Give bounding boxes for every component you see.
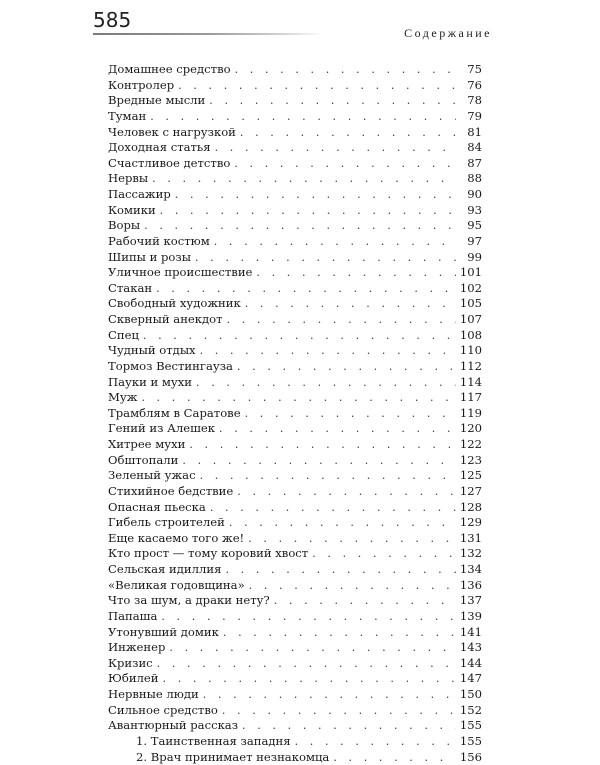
toc-entry — [108, 718, 482, 734]
toc-entry-page: 156 — [460, 750, 482, 765]
toc-dot-leader — [237, 484, 456, 500]
toc-entry-title: Гений из Алешек — [108, 421, 215, 437]
toc-entry-page: 99 — [460, 250, 482, 266]
toc-entry — [108, 203, 482, 219]
toc-entry-page: 114 — [460, 375, 482, 391]
toc-entry-title: Еще касаемо того же! — [108, 531, 244, 547]
toc-entry-title: Туман — [108, 109, 146, 125]
toc-entry-title: Муж — [108, 390, 137, 406]
toc-dot-leader — [169, 640, 455, 656]
toc-entry-title: Стакан — [108, 281, 152, 297]
toc-dot-leader — [333, 750, 456, 765]
toc-entry-page: 122 — [460, 437, 482, 453]
toc-dot-leader — [189, 437, 456, 453]
toc-entry-page: 143 — [460, 640, 482, 656]
toc-dot-leader — [141, 390, 456, 406]
toc-dot-leader — [215, 140, 456, 156]
toc-entry — [108, 328, 482, 344]
toc-entry-page: 155 — [460, 734, 482, 750]
toc-entry-page: 123 — [460, 453, 482, 469]
toc-entry-page: 75 — [460, 62, 482, 78]
toc-entry-page: 112 — [460, 359, 482, 375]
toc-entry — [108, 296, 482, 312]
toc-dot-leader — [209, 93, 456, 109]
toc-entry-title: «Великая годовщина» — [108, 578, 245, 594]
toc-entry-page: 120 — [460, 421, 482, 437]
toc-entry — [108, 500, 482, 516]
toc-dot-leader — [182, 453, 455, 469]
toc-dot-leader — [203, 687, 456, 703]
toc-dot-leader — [222, 703, 456, 719]
toc-entry — [108, 515, 482, 531]
toc-entry-title: Спец — [108, 328, 139, 344]
toc-entry — [108, 312, 482, 328]
toc-entry-page: 136 — [460, 578, 482, 594]
toc-entry-page: 128 — [460, 500, 482, 516]
toc-dot-leader — [274, 593, 456, 609]
toc-entry — [108, 437, 482, 453]
toc-entry-page: 79 — [460, 109, 482, 125]
toc-entry-title: Чудный отдых — [108, 343, 196, 359]
toc-entry-title: Обштопали — [108, 453, 178, 469]
toc-entry-title: Утонувший домик — [108, 625, 219, 641]
toc-entry — [108, 125, 482, 141]
toc-entry-title: Зеленый ужас — [108, 468, 196, 484]
toc-entry-title: 1. Таинственная западня — [108, 734, 291, 750]
toc-dot-leader — [223, 625, 456, 641]
toc-entry-title: Что за шум, а драки нету? — [108, 593, 270, 609]
toc-entry — [108, 468, 482, 484]
toc-dot-leader — [245, 406, 456, 422]
toc-dot-leader — [256, 265, 455, 281]
toc-entry-page: 141 — [460, 625, 482, 641]
toc-entry-title: 2. Врач принимает незнакомца — [108, 750, 329, 765]
toc-entry — [108, 218, 482, 234]
toc-entry-title: Скверный анекдот — [108, 312, 223, 328]
toc-dot-leader — [227, 312, 456, 328]
toc-entry — [108, 546, 482, 562]
toc-dot-leader — [195, 250, 456, 266]
toc-dot-leader — [160, 203, 456, 219]
toc-entry-page: 102 — [460, 281, 482, 297]
toc-entry-title: Домашнее средство — [108, 62, 231, 78]
toc-entry-title: Шипы и розы — [108, 250, 191, 266]
toc-entry — [108, 281, 482, 297]
toc-dot-leader — [144, 218, 456, 234]
toc-entry-page: 84 — [460, 140, 482, 156]
toc-entry-title: Кто прост — тому коровий хвост — [108, 546, 308, 562]
toc-entry-title: Хитрее мухи — [108, 437, 185, 453]
toc-entry — [108, 609, 482, 625]
toc-entry — [108, 156, 482, 172]
toc-dot-leader — [248, 531, 456, 547]
toc-entry — [108, 406, 482, 422]
toc-dot-leader — [245, 296, 456, 312]
toc-dot-leader — [225, 562, 455, 578]
toc-entry-page: 108 — [460, 328, 482, 344]
toc-entry-page: 105 — [460, 296, 482, 312]
toc-entry-title: Контролер — [108, 78, 174, 94]
toc-entry-title: Доходная статья — [108, 140, 211, 156]
toc-entry-title: Комики — [108, 203, 156, 219]
toc-dot-leader — [214, 234, 456, 250]
toc-entry — [108, 484, 482, 500]
toc-entry-page: 139 — [460, 609, 482, 625]
toc-dot-leader — [312, 546, 456, 562]
toc-entry-page: 101 — [460, 265, 482, 281]
toc-dot-leader — [237, 359, 456, 375]
toc-dot-leader — [157, 656, 456, 672]
toc-dot-leader — [156, 281, 456, 297]
toc-entry-page: 97 — [460, 234, 482, 250]
toc-entry-title: Тормоз Вестингауза — [108, 359, 233, 375]
table-of-contents — [108, 62, 482, 765]
toc-entry-page: 127 — [460, 484, 482, 500]
toc-entry-title: Счастливое детство — [108, 156, 230, 172]
toc-entry-page: 76 — [460, 78, 482, 94]
toc-dot-leader — [234, 156, 456, 172]
toc-entry-title: Сильное средство — [108, 703, 218, 719]
toc-dot-leader — [178, 78, 456, 94]
toc-entry-title: Инженер — [108, 640, 165, 656]
toc-entry — [108, 140, 482, 156]
toc-entry-title: Юбилей — [108, 671, 159, 687]
toc-entry — [108, 375, 482, 391]
toc-entry — [108, 343, 482, 359]
toc-subentry — [108, 750, 482, 765]
toc-entry-page: 117 — [460, 390, 482, 406]
toc-entry-page: 144 — [460, 656, 482, 672]
toc-entry-title: Пауки и мухи — [108, 375, 192, 391]
toc-entry — [108, 187, 482, 203]
toc-entry — [108, 640, 482, 656]
toc-entry-page: 132 — [460, 546, 482, 562]
toc-entry — [108, 78, 482, 94]
toc-entry-page: 131 — [460, 531, 482, 547]
toc-entry-page: 107 — [460, 312, 482, 328]
toc-entry — [108, 625, 482, 641]
toc-dot-leader — [240, 125, 456, 141]
toc-entry — [108, 703, 482, 719]
toc-entry — [108, 390, 482, 406]
toc-entry — [108, 171, 482, 187]
toc-entry — [108, 453, 482, 469]
toc-entry-title: Рабочий костюм — [108, 234, 210, 250]
toc-entry-page: 87 — [460, 156, 482, 172]
toc-entry-page: 147 — [460, 671, 482, 687]
toc-entry-title: Стихийное бедствие — [108, 484, 233, 500]
toc-entry-title: Гибель строителей — [108, 515, 225, 531]
toc-dot-leader — [200, 343, 456, 359]
toc-entry — [108, 593, 482, 609]
toc-entry-page: 129 — [460, 515, 482, 531]
toc-entry-title: Сельская идиллия — [108, 562, 221, 578]
toc-dot-leader — [161, 609, 456, 625]
toc-entry-page: 137 — [460, 593, 482, 609]
toc-entry-title: Воры — [108, 218, 140, 234]
toc-dot-leader — [210, 500, 456, 516]
toc-entry — [108, 562, 482, 578]
toc-entry-page: 155 — [460, 718, 482, 734]
toc-entry — [108, 250, 482, 266]
toc-dot-leader — [242, 718, 456, 734]
toc-entry-page: 152 — [460, 703, 482, 719]
toc-entry-page: 95 — [460, 218, 482, 234]
toc-entry-title: Авантюрный рассказ — [108, 718, 238, 734]
toc-entry-title: Вредные мысли — [108, 93, 205, 109]
toc-entry-page: 78 — [460, 93, 482, 109]
toc-entry-title: Пассажир — [108, 187, 171, 203]
toc-dot-leader — [200, 468, 456, 484]
toc-entry — [108, 265, 482, 281]
toc-entry-title: Человек с нагрузкой — [108, 125, 236, 141]
running-title: Содержание — [404, 26, 492, 41]
toc-entry — [108, 671, 482, 687]
toc-entry — [108, 62, 482, 78]
toc-dot-leader — [175, 187, 456, 203]
toc-entry — [108, 93, 482, 109]
toc-dot-leader — [235, 62, 456, 78]
toc-entry-title: Папаша — [108, 609, 157, 625]
toc-entry-page: 81 — [460, 125, 482, 141]
toc-dot-leader — [295, 734, 456, 750]
toc-entry — [108, 656, 482, 672]
toc-entry — [108, 531, 482, 547]
toc-entry-page: 150 — [460, 687, 482, 703]
toc-entry — [108, 234, 482, 250]
toc-dot-leader — [163, 671, 456, 687]
toc-entry — [108, 421, 482, 437]
toc-entry-title: Трамблям в Саратове — [108, 406, 241, 422]
toc-entry-page: 125 — [460, 468, 482, 484]
toc-entry-title: Свободный художник — [108, 296, 241, 312]
toc-entry-page: 119 — [460, 406, 482, 422]
toc-entry-title: Уличное происшествие — [108, 265, 252, 281]
toc-entry-page: 90 — [460, 187, 482, 203]
page-number: 585 — [93, 8, 131, 32]
toc-entry — [108, 109, 482, 125]
toc-entry-title: Нервные люди — [108, 687, 199, 703]
toc-dot-leader — [196, 375, 456, 391]
toc-entry-page: 88 — [460, 171, 482, 187]
toc-dot-leader — [150, 109, 456, 125]
toc-dot-leader — [143, 328, 456, 344]
toc-subentry — [108, 734, 482, 750]
toc-entry-page: 134 — [460, 562, 482, 578]
toc-entry-title: Опасная пьеска — [108, 500, 206, 516]
toc-dot-leader — [152, 171, 456, 187]
toc-dot-leader — [229, 515, 456, 531]
toc-dot-leader — [219, 421, 456, 437]
toc-entry — [108, 359, 482, 375]
header-rule — [93, 33, 323, 35]
toc-entry-title: Нервы — [108, 171, 148, 187]
toc-entry-page: 110 — [460, 343, 482, 359]
toc-entry-title: Кризис — [108, 656, 153, 672]
toc-entry — [108, 687, 482, 703]
toc-entry-page: 93 — [460, 203, 482, 219]
toc-entry — [108, 578, 482, 594]
toc-dot-leader — [249, 578, 456, 594]
